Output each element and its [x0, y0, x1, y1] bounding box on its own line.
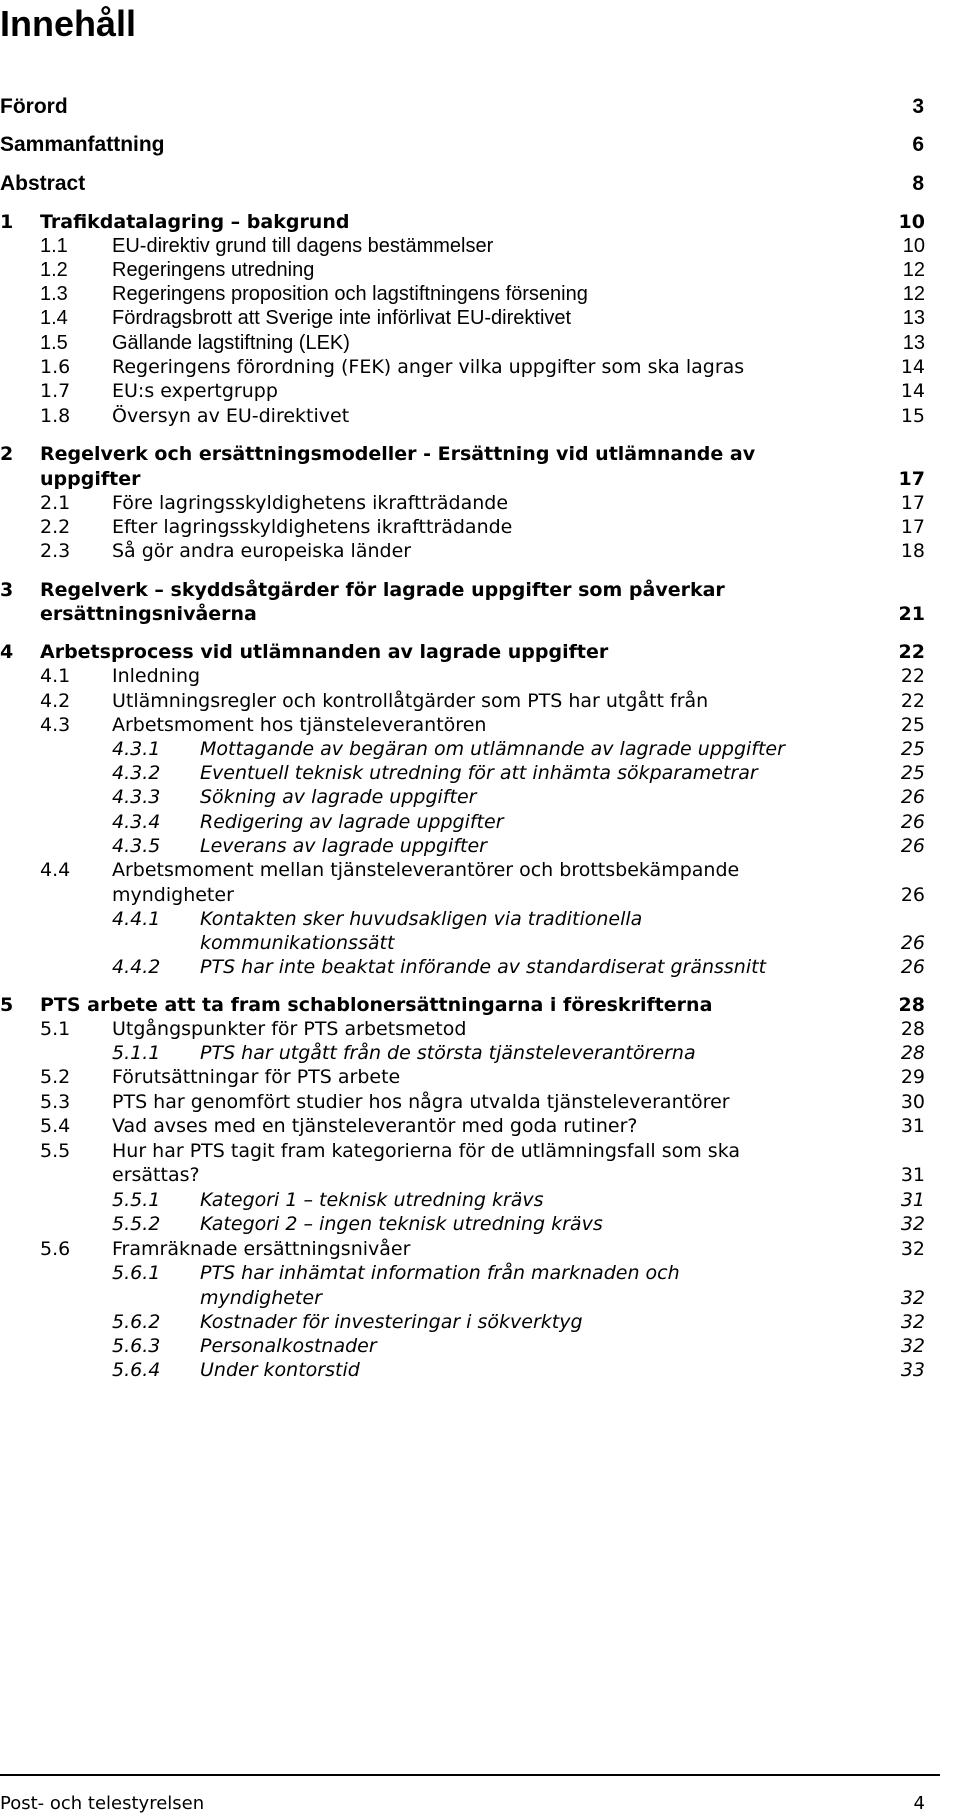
toc-entry[interactable]	[0, 441, 940, 493]
toc-entry-number: 4.4	[40, 859, 71, 881]
toc-entry-page: 12	[902, 259, 925, 281]
toc-entry-page: 14	[900, 380, 925, 402]
toc-entry[interactable]	[0, 1260, 940, 1312]
toc-entry-number: 4.3.1	[112, 738, 161, 760]
toc-entry-page: 6	[912, 133, 924, 156]
toc-entry[interactable]	[0, 538, 940, 565]
toc-entry-number: 4.3.5	[112, 835, 161, 857]
toc-entry-number: 5.5	[40, 1140, 71, 1162]
toc-entry[interactable]	[0, 954, 940, 981]
toc-entry-page: 31	[900, 1115, 925, 1137]
toc-entry[interactable]	[0, 281, 940, 308]
toc-entry-title: EU-direktiv grund till dagens bestämmelser	[112, 235, 494, 257]
toc-entry-title: Arbetsprocess vid utlämnanden av lagrade uppgifter	[40, 641, 609, 663]
toc-entry-title: Trafikdatalagring – bakgrund	[40, 211, 350, 233]
toc-entry-page: 32	[900, 1311, 925, 1333]
toc-entry-title: Vad avses med en tjänsteleverantör med goda rutiner?	[112, 1115, 638, 1137]
toc-entry-number: 1.6	[40, 356, 71, 378]
toc-entry-title-continued: kommunikationssätt	[200, 932, 395, 954]
toc-entry-title-continued: uppgifter	[40, 468, 141, 490]
toc-entry-page: 26	[900, 956, 925, 978]
toc-entry[interactable]	[0, 1309, 940, 1336]
toc-entry[interactable]	[0, 663, 940, 690]
toc-entry-page: 26	[900, 811, 925, 833]
toc-entry-number: 4.3.2	[112, 762, 161, 784]
footer-page-number: 4	[913, 1793, 925, 1814]
toc-entry-title: Arbetsmoment mellan tjänsteleverantörer och brottsbekämpande	[112, 859, 740, 881]
toc-entry-title: Kategori 2 – ingen teknisk utredning krävs	[200, 1213, 603, 1235]
toc-entry-number: 1.3	[40, 283, 68, 305]
toc-entry-number: 5.5.2	[112, 1213, 161, 1235]
toc-entry[interactable]	[0, 1333, 940, 1360]
toc-entry[interactable]	[0, 784, 940, 811]
toc-entry-title-continued: myndigheter	[200, 1287, 322, 1309]
toc-entry[interactable]	[0, 1089, 940, 1116]
toc-entry[interactable]	[0, 209, 940, 236]
toc-entry[interactable]	[0, 403, 940, 430]
toc-entry-title: Förutsättningar för PTS arbete	[112, 1066, 401, 1088]
toc-entry[interactable]	[0, 760, 940, 787]
toc-entry[interactable]	[0, 906, 940, 957]
toc-entry-number: 5.5.1	[112, 1189, 161, 1211]
toc-entry-page: 32	[900, 1335, 925, 1357]
toc-entry-page: 25	[900, 762, 925, 784]
toc-entry-number: 2.1	[40, 492, 71, 514]
toc-entry-page: 26	[900, 932, 925, 954]
toc-entry-number: 4.3.3	[112, 786, 161, 808]
toc-entry-title: Under kontorstid	[200, 1359, 360, 1381]
toc-entry[interactable]	[0, 305, 940, 332]
toc-entry-number: 1.4	[40, 307, 68, 329]
toc-entry[interactable]	[0, 132, 940, 159]
toc-entry-page: 17	[900, 492, 925, 514]
toc-entry-page: 12	[902, 283, 925, 305]
toc-entry-page: 22	[900, 690, 925, 712]
toc-entry-page: 22	[898, 641, 925, 663]
toc-entry[interactable]	[0, 639, 940, 666]
toc-entry-number: 1.7	[40, 380, 71, 402]
toc-entry-title-continued: myndigheter	[112, 884, 234, 906]
toc-entry-page: 33	[900, 1359, 925, 1381]
toc-entry-title: Sammanfattning	[0, 133, 165, 156]
toc-entry-number: 4.2	[40, 690, 71, 712]
toc-entry-page: 26	[900, 884, 925, 906]
toc-entry-page: 10	[902, 235, 925, 257]
toc-entry[interactable]	[0, 857, 940, 909]
toc-entry-title: PTS har inhämtat information från marknaden och	[200, 1262, 680, 1284]
toc-entry-title: Regeringens förordning (FEK) anger vilka uppgifter som ska lagras	[112, 356, 745, 378]
toc-entry-title: Redigering av lagrade uppgifter	[200, 811, 504, 833]
toc-entry[interactable]	[0, 330, 940, 357]
toc-entry-number: 5.6	[40, 1238, 71, 1260]
toc-entry[interactable]	[0, 577, 940, 628]
toc-entry-number: 1.1	[40, 235, 68, 257]
toc-entry-title: Hur har PTS tagit fram kategorierna för de utlämningsfall som ska	[112, 1140, 741, 1162]
toc-entry[interactable]	[0, 1211, 940, 1238]
toc-entry[interactable]	[0, 1187, 940, 1214]
toc-entry[interactable]	[0, 833, 940, 860]
toc-entry-title: Regelverk och ersättningsmodeller - Ersättning vid utlämnande av	[40, 443, 756, 465]
toc-entry[interactable]	[0, 1357, 940, 1384]
toc-entry-page: 28	[900, 1018, 925, 1040]
toc-entry-number: 4.4.1	[112, 908, 161, 930]
toc-entry-page: 32	[900, 1238, 925, 1260]
toc-entry-page: 28	[900, 1042, 925, 1064]
toc-entry[interactable]	[0, 257, 940, 284]
toc-entry-number: 5.2	[40, 1066, 71, 1088]
toc-entry-title: Översyn av EU-direktivet	[112, 405, 350, 427]
toc-entry-title-continued: ersättningsnivåerna	[40, 603, 257, 625]
toc-entry-title: Regelverk – skyddsåtgärder för lagrade uppgifter som påverkar	[40, 579, 725, 601]
toc-entry-page: 25	[900, 738, 925, 760]
toc-entry-number: 5.3	[40, 1091, 71, 1113]
toc-entry-title: Gällande lagstiftning (LEK)	[112, 332, 350, 354]
toc-entry[interactable]	[0, 354, 940, 381]
toc-entry[interactable]	[0, 712, 940, 739]
toc-entry-number: 5.6.2	[112, 1311, 161, 1333]
toc-entry-page: 21	[898, 603, 925, 625]
toc-entry-number: 4.3	[40, 714, 71, 736]
toc-entry-page: 10	[898, 211, 925, 233]
toc-entry-title: Personalkostnader	[200, 1335, 377, 1357]
toc-entry[interactable]	[0, 233, 940, 260]
toc-entry-title: PTS har utgått från de största tjänsteleverantörerna	[200, 1042, 696, 1064]
toc-entry-page: 13	[902, 332, 925, 354]
toc-entry-number: 1.2	[40, 259, 68, 281]
footer-publisher: Post- och telestyrelsen	[0, 1793, 205, 1814]
toc-entry[interactable]	[0, 736, 940, 763]
toc-entry-title: Före lagringsskyldighetens ikraftträdande	[112, 492, 509, 514]
toc-entry-page: 30	[900, 1091, 925, 1113]
toc-entry-number: 4.3.4	[112, 811, 161, 833]
toc-entry[interactable]	[0, 1113, 940, 1140]
toc-entry-number: 2	[0, 443, 14, 465]
toc-entry-page: 26	[900, 835, 925, 857]
toc-entry-number: 5.4	[40, 1115, 71, 1137]
toc-entry-title: Utlämningsregler och kontrollåtgärder som PTS har utgått från	[112, 690, 709, 712]
toc-entry[interactable]	[0, 94, 940, 121]
toc-entry-number: 4.4.2	[112, 956, 161, 978]
toc-entry[interactable]	[0, 809, 940, 836]
toc-entry-page: 17	[898, 468, 925, 490]
toc-entry-number: 1.8	[40, 405, 71, 427]
toc-entry-title: Eventuell teknisk utredning för att inhämta sökparametrar	[200, 762, 758, 784]
toc-entry-title: Mottagande av begäran om utlämnande av lagrade uppgifter	[200, 738, 785, 760]
toc-entry-title: Så gör andra europeiska länder	[112, 540, 412, 562]
toc-entry-number: 3	[0, 579, 14, 601]
toc-entry-number: 5.1	[40, 1018, 71, 1040]
toc-entry-title: PTS har inte beaktat införande av standardiserat gränssnitt	[200, 956, 767, 978]
toc-entry-title: Arbetsmoment hos tjänsteleverantören	[112, 714, 487, 736]
footer-divider	[0, 1774, 940, 1776]
toc-entry[interactable]	[0, 688, 940, 715]
toc-entry[interactable]	[0, 1138, 940, 1189]
toc-entry-page: 3	[912, 95, 924, 118]
toc-entry[interactable]	[0, 1016, 940, 1043]
toc-entry-number: 5.6.3	[112, 1335, 161, 1357]
toc-entry-page: 18	[900, 540, 925, 562]
toc-entry-page: 25	[900, 714, 925, 736]
toc-entry-number: 5.6.4	[112, 1359, 161, 1381]
toc-entry[interactable]	[0, 490, 940, 517]
toc-entry[interactable]	[0, 1236, 940, 1263]
page-footer	[0, 1793, 940, 1815]
toc-entry-title: Inledning	[112, 665, 201, 687]
toc-entry-title: Framräknade ersättningsnivåer	[112, 1238, 411, 1260]
toc-entry-number: 1.5	[40, 332, 68, 354]
toc-entry[interactable]	[0, 1064, 940, 1091]
toc-entry-page: 28	[898, 994, 925, 1016]
toc-entry-title-continued: ersättas?	[112, 1164, 200, 1186]
toc-entry-title: Efter lagringsskyldighetens ikraftträdande	[112, 516, 513, 538]
toc-entry-page: 32	[900, 1287, 925, 1309]
toc-entry-title: Abstract	[0, 172, 86, 195]
page-title: Innehåll	[0, 3, 137, 44]
toc-entry-page: 29	[900, 1066, 925, 1088]
toc-entry-title: Fördragsbrott att Sverige inte införlivat EU-direktivet	[112, 307, 572, 329]
toc-entry-number: 5	[0, 994, 14, 1016]
toc-entry-title: PTS arbete att ta fram schablonersättningarna i föreskrifterna	[40, 994, 713, 1016]
toc-entry-number: 2.3	[40, 540, 71, 562]
toc-entry-title: Kostnader för investeringar i sökverktyg	[200, 1311, 583, 1333]
toc-entry-title: Utgångspunkter för PTS arbetsmetod	[112, 1018, 467, 1040]
toc-entry-title: Regeringens utredning	[112, 259, 315, 281]
toc-entry-page: 13	[902, 307, 925, 329]
toc-entry[interactable]	[0, 992, 940, 1019]
toc-entry-number: 4.1	[40, 665, 71, 687]
toc-entry-page: 31	[900, 1164, 925, 1186]
toc-entry-title: Regeringens proposition och lagstiftningens försening	[112, 283, 588, 305]
toc-entry-number: 5.6.1	[112, 1262, 161, 1284]
toc-entry-number: 1	[0, 211, 14, 233]
toc-entry[interactable]	[0, 378, 940, 405]
toc-entry-page: 22	[900, 665, 925, 687]
toc-entry-page: 14	[900, 356, 925, 378]
toc-entry[interactable]	[0, 171, 940, 198]
toc-entry-number: 5.1.1	[112, 1042, 161, 1064]
toc-entry-title: Kontakten sker huvudsakligen via traditionella	[200, 908, 643, 930]
toc-entry-title: Förord	[0, 95, 68, 118]
toc-entry-page: 31	[900, 1189, 925, 1211]
toc-entry-title: Kategori 1 – teknisk utredning krävs	[200, 1189, 544, 1211]
toc-entry-title: PTS har genomfört studier hos några utvalda tjänsteleverantörer	[112, 1091, 730, 1113]
toc-entry-title: Leverans av lagrade uppgifter	[200, 835, 487, 857]
toc-entry-page: 8	[912, 172, 924, 195]
toc-entry-title: Sökning av lagrade uppgifter	[200, 786, 477, 808]
toc-entry-page: 15	[900, 405, 925, 427]
toc-entry-number: 4	[0, 641, 14, 663]
toc-entry[interactable]	[0, 1040, 940, 1067]
toc-entry-page: 17	[900, 516, 925, 538]
toc-entry-title: EU:s expertgrupp	[112, 380, 278, 402]
toc-entry-page: 26	[900, 786, 925, 808]
toc-entry-number: 2.2	[40, 516, 71, 538]
toc-entry-page: 32	[900, 1213, 925, 1235]
toc-entry[interactable]	[0, 514, 940, 541]
